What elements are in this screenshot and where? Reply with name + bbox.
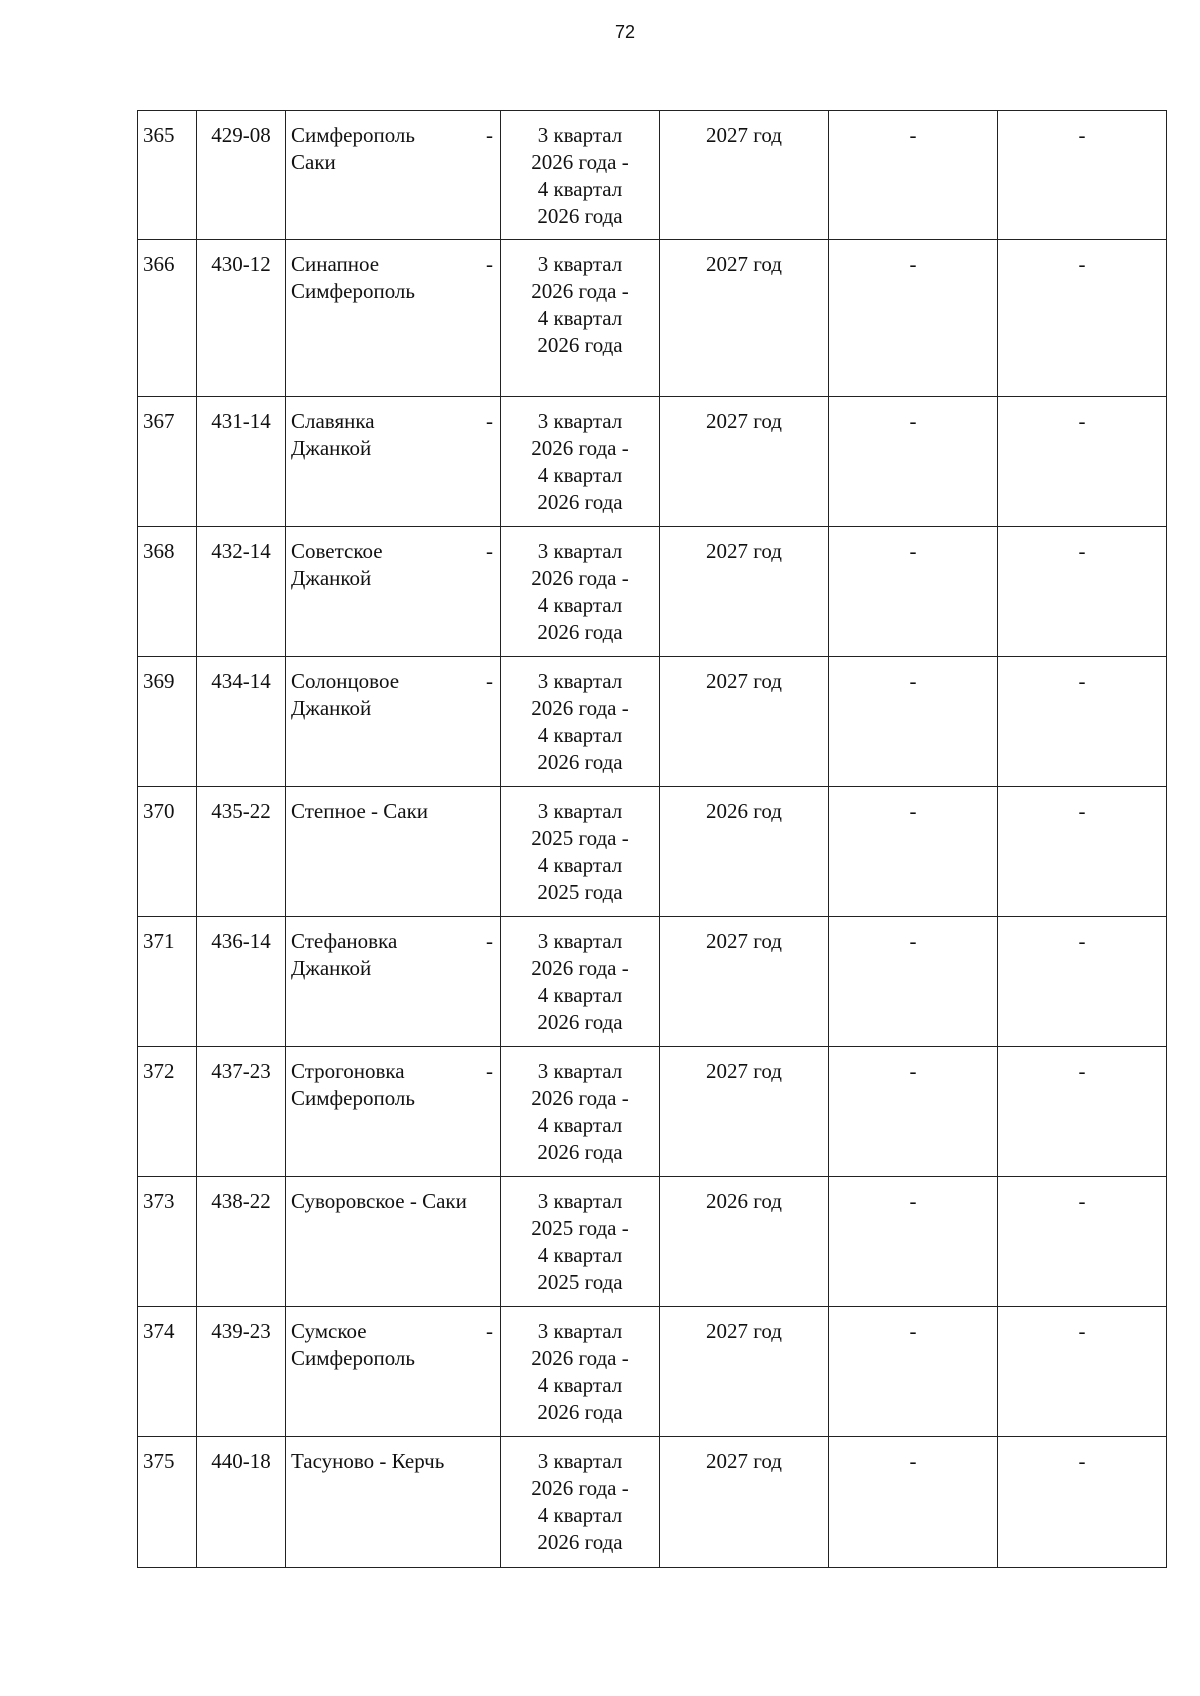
year: 2027 год <box>706 409 782 433</box>
column-a-cell <box>829 657 998 787</box>
route-name-line: Степное - Саки <box>291 799 429 823</box>
route-code-cell <box>197 111 286 240</box>
period-cell <box>501 240 660 397</box>
row-number-cell <box>138 1437 197 1568</box>
route-code: 436-14 <box>211 929 271 953</box>
period-line: 4 квартал <box>537 463 623 487</box>
column-b-value: - <box>1078 1319 1086 1343</box>
route-name <box>291 928 495 982</box>
row-number-cell <box>138 240 197 397</box>
column-a-cell <box>829 917 998 1047</box>
year-cell <box>660 1307 829 1437</box>
column-a-cell <box>829 787 998 917</box>
table-row <box>138 240 1167 397</box>
route-name-line: Суворовское - Саки <box>291 1189 467 1213</box>
year-cell <box>660 1437 829 1568</box>
route-code: 440-18 <box>211 1449 271 1473</box>
column-a-cell <box>829 240 998 397</box>
period-line: 3 квартал <box>537 1189 623 1213</box>
route-name <box>291 1188 495 1215</box>
year: 2027 год <box>706 929 782 953</box>
year-cell <box>660 917 829 1047</box>
column-a-value: - <box>909 539 917 563</box>
period-line: 2026 года - <box>531 566 629 590</box>
year: 2027 год <box>706 1319 782 1343</box>
period-line: 2026 года <box>537 333 623 357</box>
period-cell <box>501 111 660 240</box>
table-row <box>138 1437 1167 1568</box>
route-name-line: Симферополь <box>291 1086 415 1110</box>
period-line: 4 квартал <box>537 723 623 747</box>
route-name-line: Стефановка <box>291 929 398 953</box>
column-a-value: - <box>909 929 917 953</box>
routes-table <box>137 110 1167 1568</box>
period-line: 3 квартал <box>537 1319 623 1343</box>
route-name-cell <box>286 657 501 787</box>
row-number: 375 <box>143 1449 175 1473</box>
period-cell <box>501 657 660 787</box>
route-code-cell <box>197 917 286 1047</box>
column-b-cell <box>998 657 1167 787</box>
table-row <box>138 787 1167 917</box>
route-name <box>291 538 495 592</box>
route-dash: - <box>486 1319 493 1343</box>
route-dash: - <box>486 1059 493 1083</box>
year: 2027 год <box>706 1449 782 1473</box>
route-code: 435-22 <box>211 799 271 823</box>
row-number: 371 <box>143 929 175 953</box>
period-line: 3 квартал <box>537 799 623 823</box>
period-line: 3 квартал <box>537 123 623 147</box>
period-line: 2025 года <box>537 1270 623 1294</box>
route-code-cell <box>197 527 286 657</box>
route-name-cell <box>286 787 501 917</box>
column-b-value: - <box>1078 799 1086 823</box>
route-name <box>291 668 495 722</box>
row-number-cell <box>138 1177 197 1307</box>
period-line: 4 квартал <box>537 1373 623 1397</box>
period-line: 4 квартал <box>537 983 623 1007</box>
column-a-cell <box>829 1437 998 1568</box>
table-row <box>138 1307 1167 1437</box>
period-cell <box>501 527 660 657</box>
row-number: 372 <box>143 1059 175 1083</box>
row-number: 368 <box>143 539 175 563</box>
period-line: 3 квартал <box>537 669 623 693</box>
route-code: 439-23 <box>211 1319 271 1343</box>
period-line: 2026 года <box>537 1400 623 1424</box>
table-row <box>138 917 1167 1047</box>
route-code-cell <box>197 397 286 527</box>
column-a-value: - <box>909 1449 917 1473</box>
period-line: 2026 года - <box>531 1346 629 1370</box>
route-name-cell <box>286 1437 501 1568</box>
table-row <box>138 397 1167 527</box>
route-name <box>291 122 495 176</box>
column-b-value: - <box>1078 539 1086 563</box>
column-b-cell <box>998 1177 1167 1307</box>
year-cell <box>660 1177 829 1307</box>
row-number: 373 <box>143 1189 175 1213</box>
column-a-cell <box>829 1047 998 1177</box>
route-name-cell <box>286 111 501 240</box>
period-line: 4 квартал <box>537 306 623 330</box>
period-line: 2026 года <box>537 1140 623 1164</box>
route-name-line: Джанкой <box>291 956 372 980</box>
column-a-cell <box>829 397 998 527</box>
column-b-value: - <box>1078 1059 1086 1083</box>
period-line: 4 квартал <box>537 1243 623 1267</box>
year: 2026 год <box>706 799 782 823</box>
row-number-cell <box>138 1307 197 1437</box>
route-name-cell <box>286 1177 501 1307</box>
period-line: 3 квартал <box>537 1059 623 1083</box>
period-line: 2026 года - <box>531 1476 629 1500</box>
period-line: 2025 года - <box>531 1216 629 1240</box>
column-b-cell <box>998 1047 1167 1177</box>
period-cell <box>501 1437 660 1568</box>
period-cell <box>501 787 660 917</box>
route-dash: - <box>486 669 493 693</box>
row-number-cell <box>138 397 197 527</box>
table-row <box>138 527 1167 657</box>
period-line: 4 квартал <box>537 1113 623 1137</box>
route-name-line: Джанкой <box>291 696 372 720</box>
period-cell <box>501 1307 660 1437</box>
page-number: 72 <box>614 22 636 42</box>
route-name-line: Солонцовое <box>291 669 400 693</box>
row-number-cell <box>138 1047 197 1177</box>
column-b-value: - <box>1078 252 1086 276</box>
route-name <box>291 1318 495 1372</box>
route-name-line: Саки <box>291 150 336 174</box>
route-name-line: Джанкой <box>291 566 372 590</box>
column-b-cell <box>998 397 1167 527</box>
route-name-line: Славянка <box>291 409 375 433</box>
route-code: 432-14 <box>211 539 271 563</box>
period-cell <box>501 397 660 527</box>
table-row <box>138 111 1167 240</box>
column-a-value: - <box>909 1189 917 1213</box>
period-line: 4 квартал <box>537 1503 623 1527</box>
route-dash: - <box>486 123 493 147</box>
period-line: 2025 года <box>537 880 623 904</box>
table-row <box>138 1177 1167 1307</box>
route-name <box>291 408 495 462</box>
route-name-line: Джанкой <box>291 436 372 460</box>
period-line: 2026 года - <box>531 150 629 174</box>
year: 2027 год <box>706 123 782 147</box>
period-line: 4 квартал <box>537 853 623 877</box>
period-line: 3 квартал <box>537 409 623 433</box>
table-row <box>138 1047 1167 1177</box>
period-line: 3 квартал <box>537 539 623 563</box>
route-code-cell <box>197 1307 286 1437</box>
year: 2027 год <box>706 252 782 276</box>
column-b-cell <box>998 527 1167 657</box>
period-line: 2026 года <box>537 620 623 644</box>
year-cell <box>660 397 829 527</box>
row-number: 367 <box>143 409 175 433</box>
column-a-cell <box>829 1177 998 1307</box>
period-line: 2026 года - <box>531 696 629 720</box>
row-number: 370 <box>143 799 175 823</box>
route-code: 430-12 <box>211 252 271 276</box>
period-line: 2026 года <box>537 750 623 774</box>
route-code-cell <box>197 657 286 787</box>
route-code-cell <box>197 787 286 917</box>
route-name-line: Сумское <box>291 1319 367 1343</box>
column-a-value: - <box>909 1059 917 1083</box>
row-number: 365 <box>143 123 175 147</box>
column-b-cell <box>998 240 1167 397</box>
column-b-value: - <box>1078 1449 1086 1473</box>
route-name-line: Строгоновка <box>291 1059 405 1083</box>
row-number: 366 <box>143 252 175 276</box>
route-dash: - <box>486 929 493 953</box>
column-b-value: - <box>1078 669 1086 693</box>
year-cell <box>660 787 829 917</box>
route-name-cell <box>286 917 501 1047</box>
route-name-line: Симферополь <box>291 123 415 147</box>
column-a-cell <box>829 111 998 240</box>
period-line: 2026 года - <box>531 1086 629 1110</box>
year-cell <box>660 240 829 397</box>
route-name-cell <box>286 397 501 527</box>
period-cell <box>501 1047 660 1177</box>
route-code: 438-22 <box>211 1189 271 1213</box>
route-name-line: Симферополь <box>291 1346 415 1370</box>
column-b-cell <box>998 1307 1167 1437</box>
column-a-value: - <box>909 669 917 693</box>
route-name-line: Тасуново - Керчь <box>291 1449 445 1473</box>
column-b-cell <box>998 917 1167 1047</box>
row-number-cell <box>138 917 197 1047</box>
period-line: 2026 года <box>537 1530 623 1554</box>
year: 2027 год <box>706 1059 782 1083</box>
route-name-line: Советское <box>291 539 383 563</box>
period-line: 2026 года - <box>531 956 629 980</box>
year: 2027 год <box>706 539 782 563</box>
route-code: 429-08 <box>211 123 271 147</box>
route-code-cell <box>197 1177 286 1307</box>
route-code-cell <box>197 240 286 397</box>
route-dash: - <box>486 539 493 563</box>
period-line: 3 квартал <box>537 929 623 953</box>
route-name <box>291 251 495 305</box>
year-cell <box>660 527 829 657</box>
column-a-value: - <box>909 1319 917 1343</box>
year-cell <box>660 657 829 787</box>
period-line: 2026 года <box>537 204 623 228</box>
column-a-value: - <box>909 799 917 823</box>
row-number-cell <box>138 527 197 657</box>
period-line: 2026 года <box>537 490 623 514</box>
period-cell <box>501 1177 660 1307</box>
route-name-cell <box>286 240 501 397</box>
route-name <box>291 798 495 825</box>
route-name-cell <box>286 1307 501 1437</box>
route-dash: - <box>486 252 493 276</box>
row-number: 369 <box>143 669 175 693</box>
routes-table-body <box>138 111 1167 1568</box>
route-dash: - <box>486 409 493 433</box>
row-number: 374 <box>143 1319 175 1343</box>
column-a-cell <box>829 527 998 657</box>
year: 2026 год <box>706 1189 782 1213</box>
column-b-value: - <box>1078 1189 1086 1213</box>
period-line: 2026 года <box>537 1010 623 1034</box>
column-b-cell <box>998 1437 1167 1568</box>
row-number-cell <box>138 111 197 240</box>
column-a-value: - <box>909 409 917 433</box>
year: 2027 год <box>706 669 782 693</box>
column-b-cell <box>998 787 1167 917</box>
row-number-cell <box>138 787 197 917</box>
route-code-cell <box>197 1437 286 1568</box>
route-code: 437-23 <box>211 1059 271 1083</box>
period-line: 2025 года - <box>531 826 629 850</box>
period-line: 3 квартал <box>537 1449 623 1473</box>
table-row <box>138 657 1167 787</box>
period-line: 4 квартал <box>537 177 623 201</box>
route-code-cell <box>197 1047 286 1177</box>
period-line: 2026 года - <box>531 436 629 460</box>
year-cell <box>660 1047 829 1177</box>
column-a-cell <box>829 1307 998 1437</box>
period-line: 3 квартал <box>537 252 623 276</box>
period-line: 2026 года - <box>531 279 629 303</box>
column-b-value: - <box>1078 123 1086 147</box>
column-b-value: - <box>1078 929 1086 953</box>
column-b-value: - <box>1078 409 1086 433</box>
column-b-cell <box>998 111 1167 240</box>
period-line: 4 квартал <box>537 593 623 617</box>
route-name-cell <box>286 1047 501 1177</box>
year-cell <box>660 111 829 240</box>
route-code: 434-14 <box>211 669 271 693</box>
route-name <box>291 1448 495 1475</box>
route-name <box>291 1058 495 1112</box>
period-cell <box>501 917 660 1047</box>
column-a-value: - <box>909 252 917 276</box>
route-name-cell <box>286 527 501 657</box>
route-name-line: Симферополь <box>291 279 415 303</box>
row-number-cell <box>138 657 197 787</box>
route-code: 431-14 <box>211 409 271 433</box>
column-a-value: - <box>909 123 917 147</box>
route-name-line: Синапное <box>291 252 380 276</box>
